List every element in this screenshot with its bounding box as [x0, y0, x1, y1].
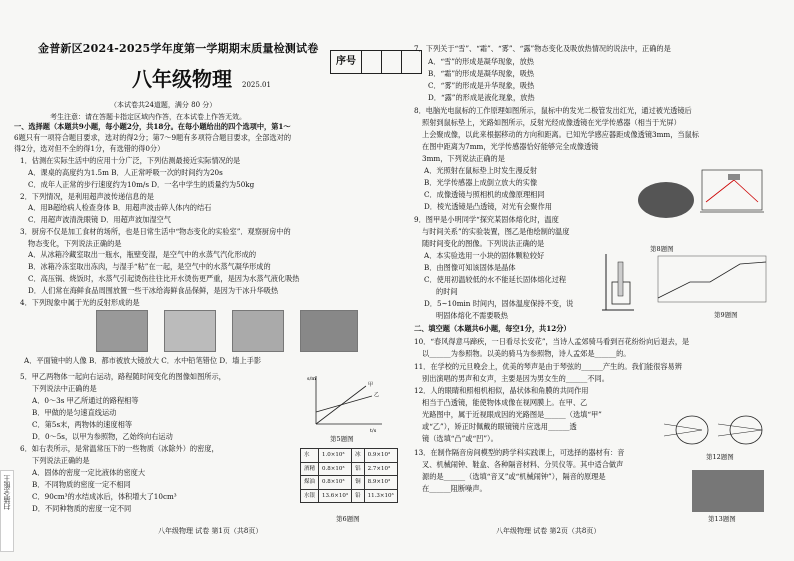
table-row: [301, 476, 398, 490]
series-label-jia: 甲: [368, 382, 374, 388]
question-line: 上会聚成像，以此来根据移动的方向和距离。已知光学感应器距成像透镜3mm，当鼠标: [422, 130, 699, 139]
right-page: [414, 0, 786, 561]
series-label-yi: 乙: [374, 392, 380, 398]
table-row: [301, 489, 398, 503]
seat-number-box: [330, 50, 422, 74]
question-line: 5．甲乙两物体一起向右运动，路程随时间变化的图像如图所示，: [20, 372, 226, 381]
question-line: 下列说法中正确的是: [32, 384, 97, 393]
question-line: 在图中距离为7mm，光学传感器恰好能够完全成像透镜: [422, 142, 599, 151]
fig12-caption: 第12题图: [706, 453, 734, 461]
light-ray: [734, 180, 758, 202]
question-line: 随时间变化的图像。下列说法正确的是: [422, 239, 545, 248]
question-line: A．固体的密度一定比液体的密度大: [32, 468, 146, 477]
table-cell: 铅: [352, 489, 365, 503]
question-line: D．棱光透镜是凸透镜，对光有会聚作用: [424, 202, 552, 211]
question-line: 叉、机械闹钟、鞋盒、各种隔音材料、分贝仪等。其中适合做声: [422, 460, 624, 469]
table-cell: 0.8×10³: [319, 462, 352, 476]
fig9-caption: 第9题图: [714, 311, 738, 319]
question-line: 别出演唱的男声和女声，主要是因为男女生的______不同。: [422, 374, 609, 383]
question-line: 源的是______（选填“音叉”或“机械闹钟”），隔音的原理是: [422, 472, 606, 481]
question-line: D．“露”的形成是液化现象，放热: [428, 93, 535, 102]
question-line: C．90cm³的水结成冰后，体积增大了10cm³: [32, 492, 177, 501]
table-cell: 13.6×10³: [319, 489, 352, 503]
table-cell: 8.9×10³: [364, 476, 397, 490]
q4-image-d: [300, 310, 358, 352]
question-line: D．5~10min 时间内，固体温度保持不变，说: [424, 299, 574, 308]
question-line: C．“雾”的形成是升华现象，吸热: [428, 81, 535, 90]
question-line: 3mm，下列说法正确的是: [422, 154, 505, 163]
fig12-eye-diagrams: [664, 410, 774, 450]
table-cell: 2.7×10³: [364, 462, 397, 476]
question-line: B．甲做的是匀速直线运动: [32, 408, 117, 417]
x-axis-label: t/s: [370, 428, 377, 434]
question-line: 6．如右表所示，是常温常压下的一些物质（冰除外）的密度，: [20, 444, 219, 453]
question-line: 光路图中，属于近视眼成因的光路图是______（选填“甲”: [422, 410, 602, 419]
question-line: C．高压锅、烧饭时，水蒸气引起烫伤往往比开水烫伤更严重，是因为水蒸气液化吸热: [28, 274, 300, 283]
question-line: A．“雪”的形成是凝华现象，放热: [428, 57, 534, 66]
exam-scope: （本试卷共24道题，满分 80 分）: [110, 101, 217, 109]
fig8-caption: 第8题图: [650, 245, 674, 253]
question-line: 6题只有一项符合题目要求，选对的得2分；第7～9题有多项符合题目要求，全部选对的: [14, 133, 292, 142]
temperature-curve: [658, 262, 766, 298]
question-line: C．用超声波清洗眼镜 D．用超声波加湿空气: [28, 215, 171, 224]
imaging-lens: [728, 174, 740, 180]
question-line: 3．厨房不仅是加工食材的场所，也是日常生活中“物态变化的实验室”．观察厨房中的: [20, 227, 291, 236]
question-line: 8．电脑光电鼠标的工作原理如图所示，鼠标中的发光二极管发出红光，通过被光透镜后: [414, 106, 692, 115]
question-line: A．光照射在鼠标垫上时发生漫反射: [424, 166, 538, 175]
question-line: D．不同种物质的密度一定不同: [32, 504, 132, 513]
question-line: 以______为参照物。以美的骑马为参照物，诗人孟郊是______的。: [422, 349, 631, 358]
eye-jia: [676, 416, 708, 444]
question-line: A．用B超给病人检查身体 B．用超声波击碎人体内的结石: [28, 203, 212, 212]
question-line: 或“乙”），矫正时佩戴的眼镜镜片应选用______透: [422, 422, 577, 431]
density-table: [300, 448, 398, 503]
mouse-body: [638, 182, 694, 218]
right-page-footer: 八年级物理 试卷 第2页（共8页）: [496, 527, 601, 535]
question-line: 相当于凸透镜，能使物体成像在视网膜上。在甲、乙: [422, 398, 588, 407]
question-line: 下列说法正确的是: [32, 456, 90, 465]
q4-image-a: [96, 310, 148, 352]
ray: [664, 430, 702, 436]
question-line: A．0～3s 甲乙所通过的路程相等: [32, 396, 139, 405]
question-line: B．光学传感器上成倒立放大的实像: [424, 178, 538, 187]
exam-date: 2025.01: [242, 81, 271, 89]
question-line: 7．下列关于“雪”、“霜”、“雾”、“露”物态变化及吸放热情况的说法中，正确的是: [414, 44, 671, 53]
section-heading: 一、选择题（本题共9小题，每小题2分，共18分。在每小题给出的四个选项中，第1～: [14, 122, 291, 131]
eye-yi: [730, 416, 762, 444]
ray: [718, 424, 762, 430]
question-line: A．课桌的高度约为1.5m B．人正常呼吸一次的时间约为20s: [28, 168, 223, 177]
question-line: 9．图甲是小明同学“探究某固体熔化时，温度: [414, 215, 559, 224]
question-line: B．由图像可知该固体是晶体: [424, 263, 516, 272]
fig13-photo: [692, 470, 764, 512]
series-line-yi: [316, 396, 372, 412]
table-row: [301, 462, 398, 476]
question-line: A．本实验选用一小块的固体颗粒较好: [424, 251, 545, 260]
table-cell: 铜: [352, 476, 365, 490]
y-axis-label: s/m: [307, 376, 316, 382]
test-tube: [618, 262, 623, 296]
question-line: D．0～5s，以甲为参照物，乙始终向右运动: [32, 432, 173, 441]
question-line: C．成像透镜与照相机的成像原理相同: [424, 190, 545, 199]
fig9-apparatus: [598, 252, 638, 312]
question-line: D．人们常在海鲜食品周围放置一些干冰给海鲜食品保鲜，是因为干冰升华吸热: [28, 286, 279, 295]
q4-image-c: [232, 310, 284, 352]
table-row: [301, 449, 398, 463]
fig9-temperature-graph: [650, 254, 770, 310]
seat-label: 序号: [331, 51, 362, 73]
fig5-distance-time-graph: [306, 372, 386, 434]
question-line: C．第5s末，两物体的速度相等: [32, 420, 133, 429]
left-page: [14, 0, 404, 561]
question-line: 11．在学校的元旦晚会上，优美的琴声是由于琴弦的______产生的。我们能很容易辨: [414, 362, 682, 371]
question-line: 12．人的眼睛和照相机相似，晶状体和角膜的共同作用: [414, 386, 589, 395]
ray: [664, 424, 702, 430]
question-line: B．冰箱冷冻室取出冻肉，与湿手“粘”在一起，是空气中的水蒸气凝华形成的: [28, 262, 271, 271]
fig8-mouse-diagram: [624, 150, 774, 230]
question-line: 1．估测在实际生活中的应用十分广泛，下列估测最接近实际情况的是: [20, 156, 241, 165]
table-cell: 0.9×10³: [364, 449, 397, 463]
question-line: C．成年人正常的步行速度约为10m/s D．一名中学生的质量约为50kg: [28, 180, 255, 189]
question-line: 的时间: [436, 287, 458, 296]
ray: [718, 430, 762, 436]
table-cell: 酒精: [301, 462, 319, 476]
section-heading: 二、填空题（本题共6小题，每空1分，共12分）: [414, 324, 571, 333]
exam-instruction: 考生注意：请在答题卡指定区域内作答，在本试卷上作答无效。: [50, 113, 246, 121]
q4-image-b: [164, 310, 216, 352]
table-cell: 煤油: [301, 476, 319, 490]
light-ray: [706, 180, 734, 202]
question-line: 镜（选填“凸”或“凹”）。: [422, 434, 498, 443]
question-line: A．平面镜中的人像 B．都市被放大镜放大 C．水中铅笔错位 D．墙上手影: [24, 356, 262, 365]
question-line: 与时间关系”的实验装置，图乙是他绘制的温度: [422, 227, 570, 236]
fig13-caption: 第13题图: [708, 515, 736, 523]
question-line: 物态变化，下列说法正确的是: [28, 239, 122, 248]
seat-cell: [362, 51, 382, 73]
table-cell: 水: [301, 449, 319, 463]
fig6-caption: 第6题图: [336, 515, 360, 523]
question-line: B．不同物质的密度一定不相同: [32, 480, 131, 489]
table-cell: 1.0×10³: [319, 449, 352, 463]
question-line: 13．在制作隔音房间模型的跨学科实践课上，可选择的器材有：音: [414, 448, 625, 457]
question-line: 得2分，选对但不全的得1分，有选错的得0分）: [14, 144, 165, 153]
subject-title: 八年级物理: [132, 67, 232, 91]
table-cell: 0.8×10³: [319, 476, 352, 490]
question-line: 4．下列现象中属于光的反射形成的是: [20, 298, 140, 307]
question-line: 在______阻断噪声。: [422, 484, 487, 493]
table-cell: 11.3×10³: [364, 489, 397, 503]
fig5-caption: 第5题图: [330, 435, 354, 443]
seat-cell: [382, 51, 402, 73]
question-line: B．“霜”的形成是凝华现象，吸热: [428, 69, 535, 78]
question-line: 2．下列情况，是利用超声波传递信息的是: [20, 192, 154, 201]
question-line: 10．“春风得意马蹄疾，一日看尽长安花”，当诗人孟郊骑马看到百花纷纷向后退去，是: [414, 337, 690, 346]
left-page-footer: 八年级物理 试卷 第1页（共8页）: [158, 527, 263, 535]
scanner-logo: 扫描全能王: [0, 470, 14, 552]
table-cell: 水银: [301, 489, 319, 503]
exam-title: 金普新区2024-2025学年度第一学期期末质量检测试卷: [38, 42, 319, 55]
question-line: 照射到鼠标垫上，光路如图所示，反射光经成像透镜在光学传感器（相当于光屏）: [422, 118, 681, 127]
question-line: C．使用初温较低的水不能延长固体熔化过程: [424, 275, 567, 284]
table-cell: 铝: [352, 462, 365, 476]
table-cell: 冰: [352, 449, 365, 463]
question-line: 明固体熔化不需要吸热: [436, 311, 508, 320]
question-line: A．从冰箱冷藏室取出一瓶水，瓶壁变湿，是空气中的水蒸气汽化形成的: [28, 250, 257, 259]
